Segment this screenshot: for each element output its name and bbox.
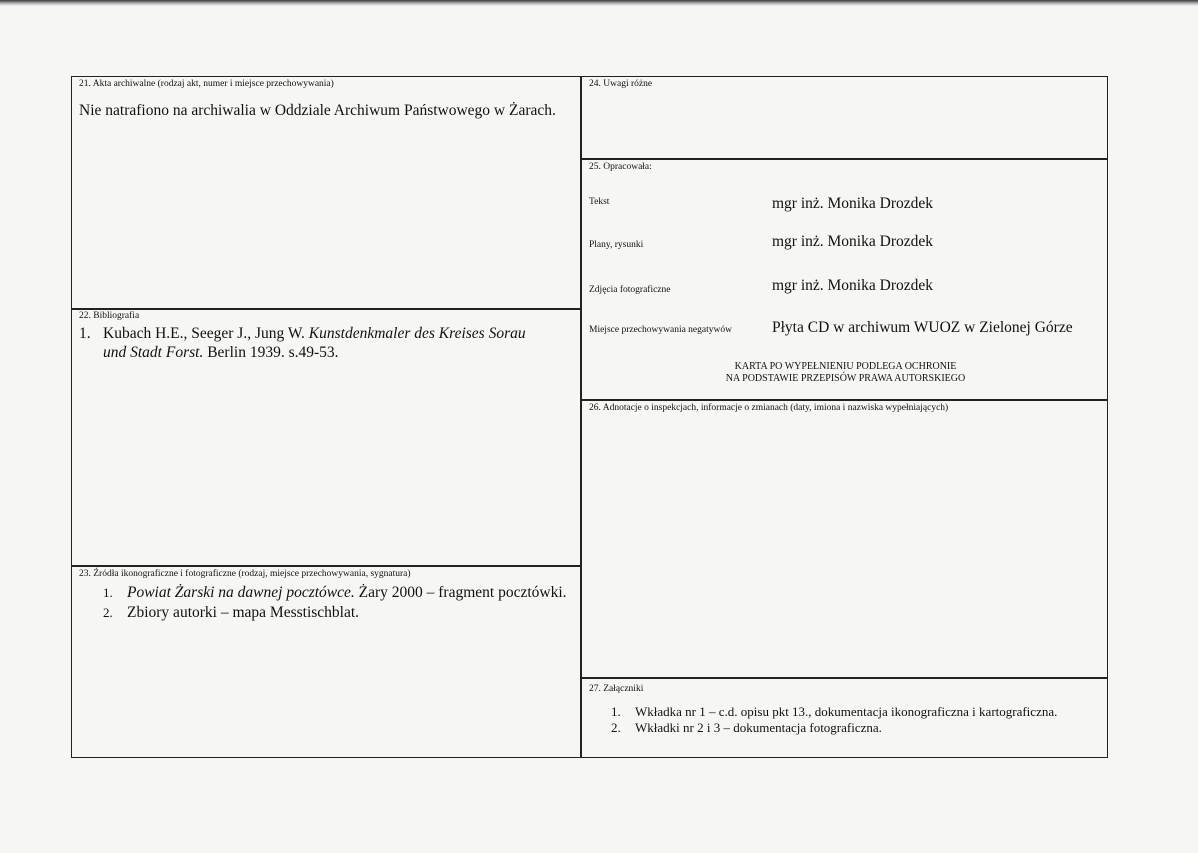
divider-22-23: [71, 565, 581, 567]
s26-label: 26. Adnotacje o inspekcjach, informacje o zmianach (daty, imiona i nazwiska wypełniających): [589, 403, 949, 413]
copyright-notice-line-2: NA PODSTAWIE PRZEPISÓW PRAWA AUTORSKIEGO: [725, 373, 966, 384]
s22-item-author: Kubach H.E., Seeger J., Jung W.: [103, 325, 305, 342]
form-frame: [71, 76, 1108, 758]
s22-item-rest: Berlin 1939. s.49-53.: [207, 344, 339, 361]
s25-row-value: mgr inż. Monika Drozdek: [772, 277, 933, 294]
column-divider: [580, 76, 582, 758]
s25-row-label: Plany, rysunki: [589, 240, 644, 250]
s21-label: 21. Akta archiwalne (rodzaj akt, numer i miejsce przechowywania): [79, 79, 334, 89]
s27-item-text: Wkładki nr 2 i 3 – dokumentacja fotograficzna.: [635, 720, 882, 735]
s23-item-rest: Zbiory autorki – mapa Messtischblat.: [127, 604, 360, 621]
s22-item-num: 1.: [79, 325, 91, 342]
s27-item-text: Wkładka nr 1 – c.d. opisu pkt 13., dokumentacja ikonograficzna i kartograficzna.: [635, 704, 1058, 719]
s23-item-1: [103, 584, 567, 602]
s27-item-1: [611, 704, 1057, 720]
s23-item-num: 1.: [103, 585, 113, 600]
s23-item-italic: Powiat Żarski na dawnej pocztówce.: [127, 584, 355, 601]
s21-text: Nie natrafiono na archiwalia w Oddziale Archiwum Państwowego w Żarach.: [79, 102, 556, 119]
s22-item-title-b: und Stadt Forst.: [103, 344, 204, 361]
s27-label: 27. Załączniki: [589, 684, 644, 694]
s22-label: 22. Bibliografia: [79, 311, 140, 321]
s23-item-2: [103, 604, 359, 622]
divider-26-27: [580, 677, 1108, 679]
copyright-notice-line-1: KARTA PO WYPEŁNIENIU PODLEGA OCHRONIE: [734, 361, 957, 372]
s23-item-rest: Żary 2000 – fragment pocztówki.: [358, 584, 567, 601]
s27-item-2: [611, 720, 882, 736]
s25-row-value: mgr inż. Monika Drozdek: [772, 195, 933, 212]
s22-item-1-line2: [103, 344, 339, 362]
s23-label: 23. Źródła ikonograficzne i fotograficzne (rodzaj, miejsce przechowywania, sygnatura): [79, 569, 411, 579]
s27-item-num: 1.: [611, 704, 621, 719]
s22-item-1: [79, 325, 526, 343]
s25-row-label: Miejsce przechowywania negatywów: [589, 325, 732, 335]
divider-25-26: [580, 399, 1108, 401]
s24-label: 24. Uwagi różne: [589, 79, 653, 89]
s25-row-label: Tekst: [589, 197, 610, 207]
s25-row-value: Płyta CD w archiwum WUOZ w Zielonej Górze: [772, 319, 1073, 336]
s22-item-title-a: Kunstdenkmaler des Kreises Sorau: [308, 325, 526, 342]
s23-item-num: 2.: [103, 605, 113, 620]
divider-21-22: [71, 308, 581, 310]
scan-edge: [0, 0, 1198, 6]
s25-label: 25. Opracowała:: [589, 162, 652, 172]
s27-item-num: 2.: [611, 720, 621, 735]
s25-row-label: Zdjęcia fotograficzne: [589, 285, 671, 295]
s25-row-value: mgr inż. Monika Drozdek: [772, 233, 933, 250]
divider-24-25: [580, 158, 1108, 160]
